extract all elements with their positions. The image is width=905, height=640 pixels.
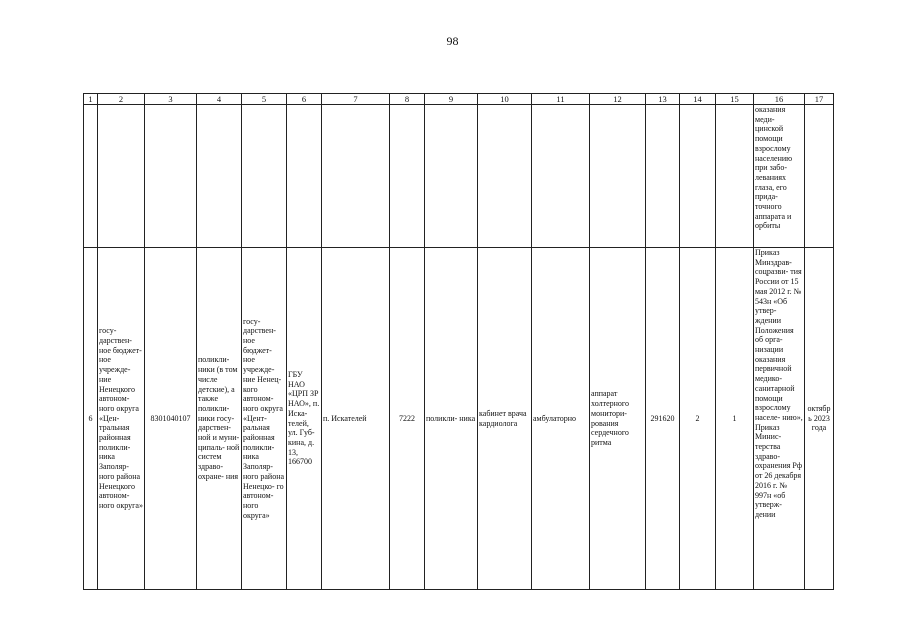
code-cell: 7222 — [390, 248, 425, 590]
organization-cell: госу- дарствен- ное бюджет- ное учрежде- ние Ненецкого автоном- ного округа «Цен- тральная районная поликли- ника Заполяр- ного района Ненецкого автоном- ного округа» — [98, 248, 145, 590]
table-cell — [805, 105, 834, 248]
inn-cell: 8301040107 — [145, 248, 197, 590]
column-number-cell: 3 — [145, 94, 197, 105]
table-cell — [478, 105, 532, 248]
table-cell — [145, 105, 197, 248]
column-number-cell: 14 — [680, 94, 716, 105]
page-number: 98 — [446, 34, 459, 48]
column-number-cell: 9 — [425, 94, 478, 105]
column-number-cell: 12 — [590, 94, 646, 105]
column-number-cell: 15 — [716, 94, 754, 105]
column-number-cell: 8 — [390, 94, 425, 105]
column-number-cell: 7 — [322, 94, 390, 105]
table-cell — [425, 105, 478, 248]
table-cell — [532, 105, 590, 248]
required-count-cell: 2 — [680, 248, 716, 590]
table-cell — [197, 105, 242, 248]
column-number-cell: 1 — [84, 94, 98, 105]
equipment-code-cell: 291620 — [646, 248, 680, 590]
regulation-cell: оказания меди- цинской помощи взрослому населению при забо- леваниях глаза, его прида- точного аппарата и орбиты — [754, 105, 805, 248]
table-cell — [322, 105, 390, 248]
column-number-cell: 17 — [805, 94, 834, 105]
column-number-cell: 2 — [98, 94, 145, 105]
register-table — [83, 93, 834, 590]
column-number-cell: 10 — [478, 94, 532, 105]
column-number-row — [84, 94, 834, 105]
row-number-cell: 6 — [84, 248, 98, 590]
address-cell: ГБУ НАО «ЦРП ЗР НАО», п. Иска- телей, ул. Губ- кина, д. 13, 166700 — [287, 248, 322, 590]
column-number-cell: 11 — [532, 94, 590, 105]
table-cell — [287, 105, 322, 248]
table-cell — [98, 105, 145, 248]
table-cell — [590, 105, 646, 248]
table-row — [84, 248, 834, 590]
table-cell — [680, 105, 716, 248]
table-cell — [646, 105, 680, 248]
column-number-cell: 4 — [197, 94, 242, 105]
deadline-cell: октябрь 2023 года — [805, 248, 834, 590]
care-form-cell: амбулаторно — [532, 248, 590, 590]
column-number-cell: 16 — [754, 94, 805, 105]
table-cell — [84, 105, 98, 248]
locality-cell: п. Искателей — [322, 248, 390, 590]
equipment-cell: аппарат холтерного монитори- рования сердечного ритма — [590, 248, 646, 590]
room-cell: кабинет врача кардиолога — [478, 248, 532, 590]
column-number-cell: 13 — [646, 94, 680, 105]
column-number-cell: 6 — [287, 94, 322, 105]
available-count-cell: 1 — [716, 248, 754, 590]
table-row-continued — [84, 105, 834, 248]
organization-name-cell: госу- дарствен- ное бюджет- ное учрежде- ние Ненец- кого автоном- ного округа «Цент- ральная районная поликли- ника Заполяр- ного района Ненецко- го автоном- ного округа» — [242, 248, 287, 590]
table-cell — [242, 105, 287, 248]
facility-type-cell: поликли- ники (в том числе детские), а также поликли- ники госу- дарствен- ной и муни- ципаль- ной систем здраво- охране- ния — [197, 248, 242, 590]
column-number-cell: 5 — [242, 94, 287, 105]
table-cell — [716, 105, 754, 248]
regulation-cell: Приказ Минздрав- соцразви- тия России от 15 мая 2012 г. № 543н «Об утвер- ждении Положения об орга- низации оказания первичной медико- санитарной помощи взрослому населе- нию», Приказ Минис- терства здраво- охранения Рф от 26 декабря 2016 г. № 997н «об утверж- дении — [754, 248, 805, 590]
table-cell — [390, 105, 425, 248]
unit-cell: поликли- ника — [425, 248, 478, 590]
